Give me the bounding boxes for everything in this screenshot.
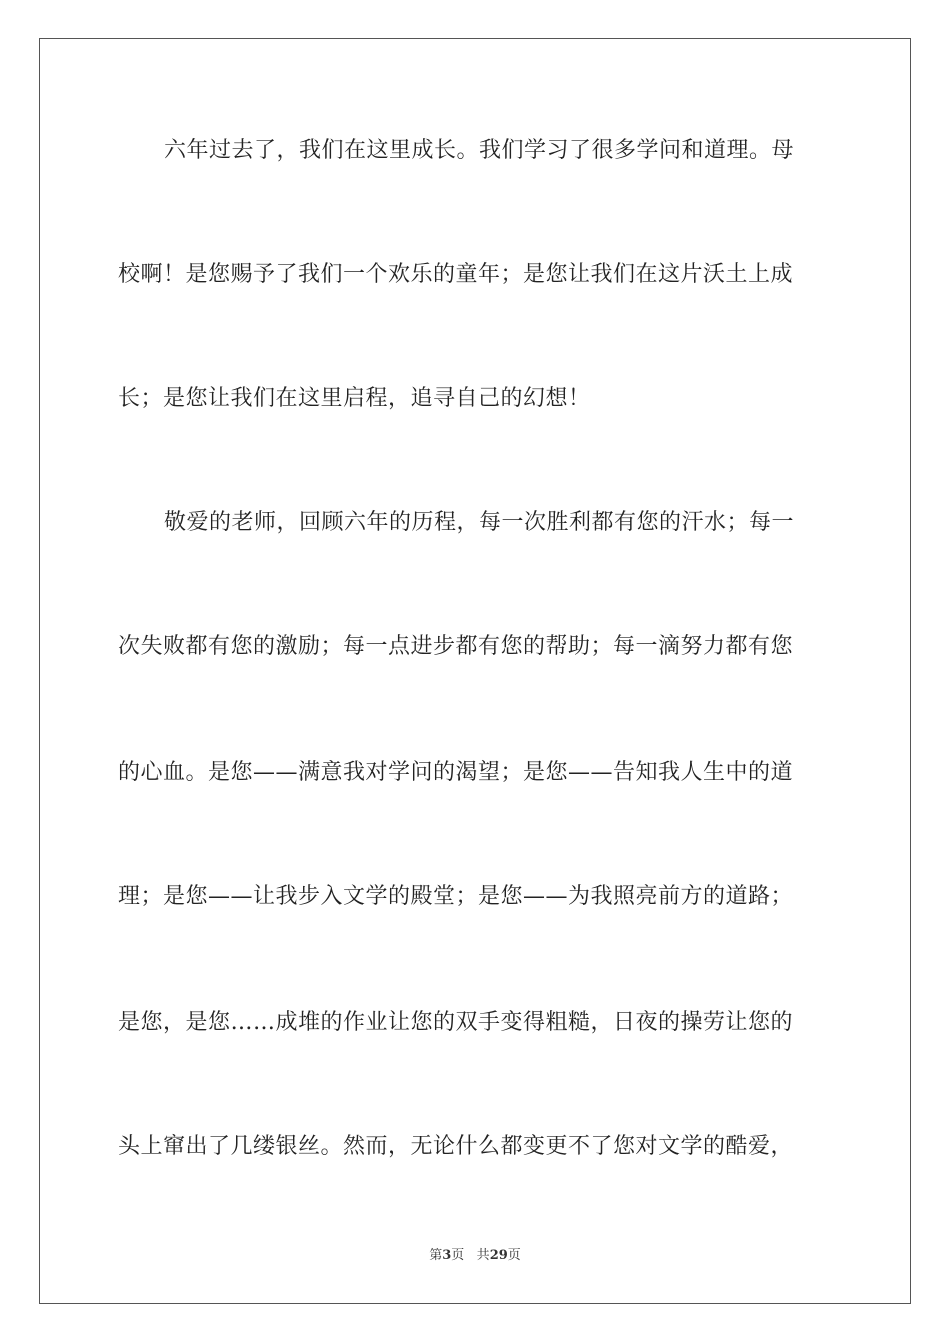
- page-footer: [0, 1247, 950, 1265]
- paragraph-2-line-3: 的心血。是您——满意我对学问的渴望；是您——告知我人生中的道: [118, 760, 794, 785]
- paragraph-1-line-1: 六年过去了，我们在这里成长。我们学习了很多学问和道理。母: [164, 138, 795, 163]
- paragraph-1-line-2: 校啊！是您赐予了我们一个欢乐的童年；是您让我们在这片沃土上成: [118, 262, 794, 287]
- page-number: 3: [442, 1248, 452, 1263]
- page-border: [39, 38, 911, 1304]
- paragraph-1-line-3: 长；是您让我们在这里启程，追寻自己的幻想！: [118, 386, 591, 411]
- paragraph-2-line-4: 理；是您——让我步入文学的殿堂；是您——为我照亮前方的道路；: [118, 884, 794, 909]
- total-suffix: 页: [507, 1248, 521, 1263]
- paragraph-2-line-2: 次失败都有您的激励；每一点进步都有您的帮助；每一滴努力都有您: [118, 634, 794, 659]
- total-pages: 29: [489, 1248, 508, 1263]
- page-suffix: 页: [451, 1248, 465, 1263]
- total-prefix: 共: [476, 1248, 490, 1263]
- page-prefix: 第: [429, 1248, 443, 1263]
- paragraph-2-line-1: 敬爱的老师，回顾六年的历程，每一次胜利都有您的汗水；每一: [164, 510, 795, 535]
- paragraph-2-line-5: 是您，是您……成堆的作业让您的双手变得粗糙，日夜的操劳让您的: [118, 1010, 794, 1035]
- paragraph-2-line-6: 头上窜出了几缕银丝。然而，无论什么都变更不了您对文学的酷爱，: [118, 1134, 794, 1159]
